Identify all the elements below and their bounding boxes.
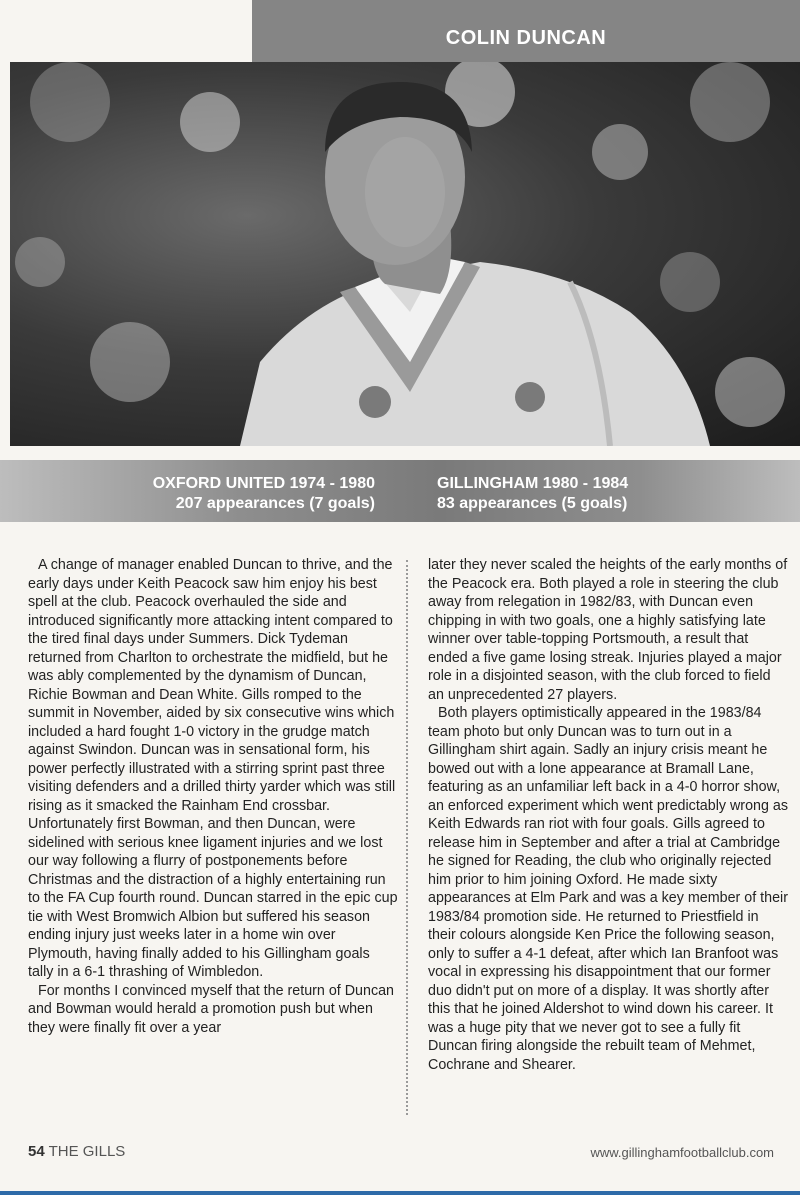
- page-title: COLIN DUNCAN: [445, 27, 607, 49]
- career-stats-bar: [0, 460, 800, 522]
- title-banner: [252, 0, 800, 62]
- paragraph: For months I convinced myself that the return of Duncan and Bowman would herald a promotion push but when they were finally fit over a year: [28, 982, 395, 1036]
- column-divider: [406, 560, 408, 1115]
- page-footer-label: [28, 1143, 125, 1160]
- paragraph: Both players optimistically appeared in the 1983/84 team photo but only Duncan was to turn out in a Gillingham shirt again. Sadly an injury crisis meant he bowed out with a lone appearance at Bramall Lane, featuring as an unfamiliar left back in a 4-0 horror show, an enforced experiment which went predictably wrong as Keith Edwards ran riot with four goals. Gills agreed to release him in September and after a trial at Cambridge he signed for Reading, the club who originally rejected him prior to him joining Oxford. He made sixty appearances at Elm Park and was a key member of their 1983/84 promotion side. He returned to Priestfield in their colours alongside Ken Price the following season, only to suffer a 4-1 defeat, after which Ian Branfoot was vocal in expressing his disappointment that our former duo didn't put on more of a display. It was shortly after this that he joined Aldershot to wind down his career. It was a huge pity that we never got to see a fully fit Duncan firing alongside the rebuilt team of Mehmet, Cochrane and Shearer.: [428, 705, 788, 1073]
- oxford-club-years: OXFORD UNITED 1974 - 1980: [152, 475, 375, 492]
- oxford-stats: [153, 474, 375, 514]
- gillingham-stats: [437, 474, 628, 514]
- section-name: THE GILLS: [48, 1143, 126, 1160]
- website-url: www.gillinghamfootballclub.com: [590, 1145, 774, 1160]
- gillingham-club-years: GILLINGHAM 1980 - 1984: [437, 475, 629, 492]
- paragraph: A change of manager enabled Duncan to thrive, and the early days under Keith Peacock saw him enjoy his best spell at the club. Peacock overhauled the side and introduced significantly more attacking intent compared to the tired final days under Summers. Dick Tydeman returned from Charlton to orchestrate the midfield, but he was ably complemented by the dynamism of Duncan, Richie Bowman and Dean White. Gills romped to the summit in November, aided by six consecutive wins which included a hard fought 1-0 victory in the grudge match against Swindon. Duncan was in sensational form, his power perfectly illustrated with a stirring sprint past three visiting defenders and a drilled thirty yarder which was still rising as it smacked the Rainham End crossbar. Unfortunately first Bowman, and then Duncan, were sidelined with serious knee ligament injuries and we lost our way following a flurry of postponements before Christmas and the distraction of a highly entertaining run to the FA Cup fourth round. Duncan starred in the epic cup tie with West Bromwich Albion but suffered his season ending injury just weeks later in a home win over Plymouth, having finally added to his Gillingham goals tally in a 6-1 thrashing of Wimbledon.: [28, 557, 398, 980]
- paragraph: later they never scaled the heights of the early months of the Peacock era. Both played a role in steering the club away from relegation in 1982/83, with Duncan even chipping in with two goals, one a highly satisfying late winner over table-topping Portsmouth, a result that ended a five game losing streak. Injuries played a major role in a disjointed season, with the club forced to field an unprecedented 27 players.: [428, 557, 788, 703]
- article-column-right: [428, 556, 790, 1074]
- oxford-appearances: 207 appearances (7 goals): [175, 495, 375, 512]
- player-photo: [10, 62, 800, 446]
- page-number: 54: [28, 1143, 45, 1160]
- bottom-rule: [0, 1191, 800, 1195]
- player-photo-illustration: [10, 62, 800, 446]
- gillingham-appearances: 83 appearances (5 goals): [437, 495, 628, 512]
- article-column-left: [28, 556, 398, 1037]
